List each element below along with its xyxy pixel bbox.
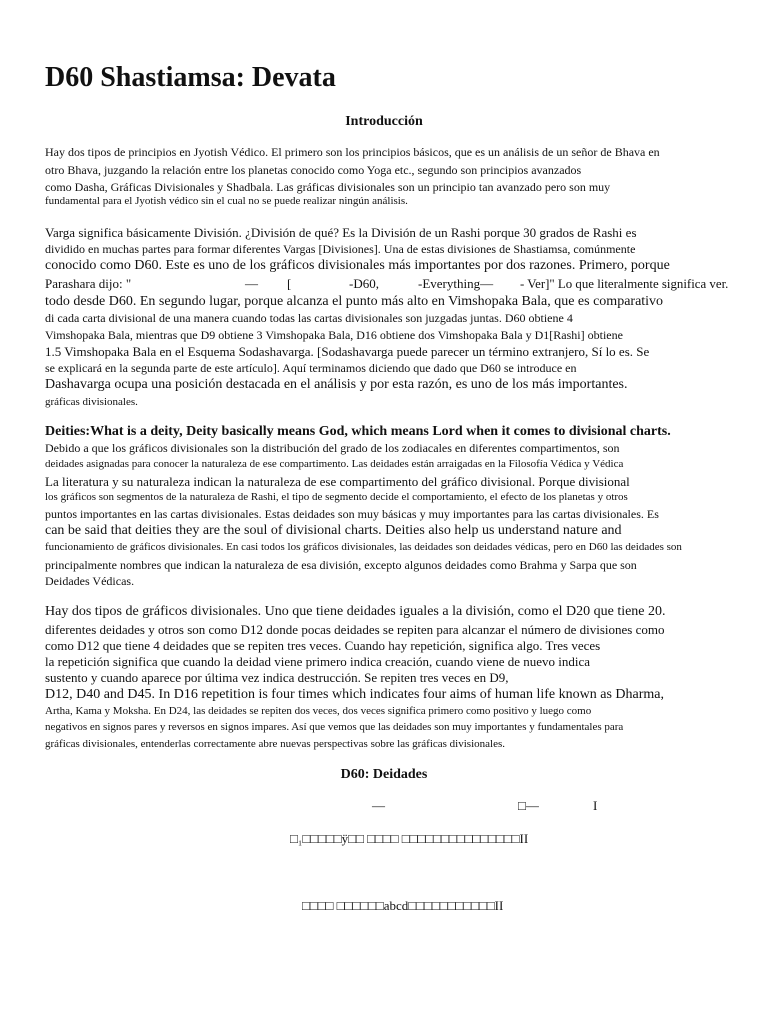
paragraph-2-line: todo desde D60. En segundo lugar, porque alcanza el punto más alto en Vimshopaka Bala, que es comparativo bbox=[45, 294, 664, 309]
paragraph-1-line: como Dasha, Gráficas Divisionales y Shadbala. Las gráficas divisionales son un principio tan avanzado pero son muy bbox=[45, 180, 611, 194]
paragraph-1-line: otro Bhava, juzgando la relación entre los planetas conocido como Yoga etc., segundo son principios avanzados bbox=[45, 163, 582, 177]
paragraph-1-line: fundamental para el Jyotish védico sin el cual no se puede realizar ningún análisis. bbox=[45, 195, 408, 207]
paragraph-4-line: Artha, Kama y Moksha. En D24, las deidades se repiten dos veces, dos veces significa primero como positivo y luego como bbox=[45, 705, 592, 717]
paragraph-4-line: la repetición significa que cuando la deidad viene primero indica creación, cuando viene de nuevo indica bbox=[45, 654, 591, 669]
paragraph-4-line: diferentes deidades y otros son como D12 donde pocas deidades se repiten para alcanzar el número de divisiones como bbox=[45, 622, 665, 637]
paragraph-3-line: puntos importantes en las cartas divisionales. Estas deidades son muy básicas y muy importantes para las cartas divisionales. Es bbox=[45, 507, 659, 521]
paragraph-2-line: Vimshopaka Bala, mientras que D9 obtiene 3 Vimshopaka Bala, D16 obtiene dos Vimshopaka Bala y D1[Rashi] obtiene bbox=[45, 328, 623, 342]
intro-heading: Introducción bbox=[345, 114, 423, 129]
paragraph-1-line: Hay dos tipos de principios en Jyotish Védico. El primero son los principios básicos, que es un análisis de un señor de Bhava en bbox=[45, 145, 660, 159]
paragraph-4-line: Hay dos tipos de gráficos divisionales. Uno que tiene deidades iguales a la división, como el D20 que tiene 20. bbox=[45, 604, 666, 619]
paragraph-4-line: sustento y cuando aparece por última vez indica destrucción. Se repiten tres veces en D9, bbox=[45, 670, 509, 685]
paragraph-2-line: dividido en muchas partes para formar diferentes Vargas [Divisiones]. Una de estas divisiones de Shastiamsa, comúnmente bbox=[45, 242, 636, 256]
paragraph-3-line: funcionamiento de gráficos divisionales. En casi todos los gráficos divisionales, las deidades son deidades védicas, pero en D60 las deidades son bbox=[45, 541, 682, 553]
parashara-d60: -D60, bbox=[349, 276, 379, 291]
garbled-line-3: □□□□ □□□□□□abcd□□□□□□□□□□□II bbox=[302, 898, 504, 913]
parashara-dash: — bbox=[245, 276, 258, 291]
garbled-dash-2: □— bbox=[518, 798, 539, 813]
paragraph-3-line: deidades asignadas para conocer la naturaleza de ese compartimento. Las deidades están arraigadas en la Filosofía Védica y Védica bbox=[45, 458, 624, 470]
paragraph-4-line: como D12 que tiene 4 deidades que se repiten tres veces. Cuando hay repetición, significa algo. Tres veces bbox=[45, 638, 601, 653]
paragraph-2-line: gráficas divisionales. bbox=[45, 396, 138, 408]
paragraph-4-line: gráficas divisionales, entenderlas correctamente abre nuevas perspectivas sobre las gráficas divisionales. bbox=[45, 738, 505, 750]
parashara-everything: -Everything— bbox=[418, 276, 494, 291]
page-title: D60 Shastiamsa: Devata bbox=[45, 62, 336, 93]
garbled-dash-1: — bbox=[372, 798, 385, 813]
paragraph-3-line: Deidades Védicas. bbox=[45, 574, 135, 588]
paragraph-3-line: Debido a que los gráficos divisionales son la distribución del grado de los zodiacales en diferentes compartimentos, son bbox=[45, 441, 620, 455]
paragraph-3-line: los gráficos son segmentos de la naturaleza de Rashi, el tipo de segmento decide el comportamiento, el efecto de los planetas y otros bbox=[45, 491, 628, 503]
garbled-bar: I bbox=[593, 798, 598, 813]
parashara-bracket: [ bbox=[287, 276, 292, 291]
paragraph-4-line: D12, D40 and D45. In D16 repetition is four times which indicates four aims of human life known as Dharma, bbox=[45, 687, 664, 702]
paragraph-4-line: negativos en signos pares y reversos en signos impares. Así que vemos que las deidades son muy importantes y fundamentales para bbox=[45, 721, 624, 733]
paragraph-2-line: Dashavarga ocupa una posición destacada en el análisis y por esta razón, es uno de los más importantes. bbox=[45, 377, 628, 392]
d60-heading: D60: Deidades bbox=[340, 767, 428, 782]
deities-heading: Deities:What is a deity, Deity basically means God, which means Lord when it comes to divisional charts. bbox=[45, 424, 671, 439]
parashara-quote-start: Parashara dijo: " bbox=[45, 276, 132, 291]
paragraph-2-line: se explicará en la segunda parte de este artículo]. Aquí terminamos diciendo que dado que D60 se introduce en bbox=[45, 361, 577, 375]
paragraph-3-line: La literatura y su naturaleza indican la naturaleza de ese compartimento del gráfico divisional. Porque divisional bbox=[45, 474, 630, 489]
paragraph-2-line: di cada carta divisional de una manera cuando todas las cartas divisionales son juzgadas juntas. D60 obtiene 4 bbox=[45, 311, 573, 325]
paragraph-3-line: principalmente nombres que indican la naturaleza de esa división, excepto algunos deidades como Brahma y Sarpa que son bbox=[45, 558, 637, 572]
garbled-line-2: □₁□□□□□ÿ□□ □□□□ □□□□□□□□□□□□□□□II bbox=[290, 831, 529, 846]
paragraph-2-line: conocido como D60. Este es uno de los gráficos divisionales más importantes por dos razones. Primero, porque bbox=[45, 258, 670, 273]
paragraph-2-line: Varga significa básicamente División. ¿División de qué? Es la División de un Rashi porque 30 grados de Rashi es bbox=[45, 225, 637, 240]
paragraph-2-line: 1.5 Vimshopaka Bala en el Esquema Sodashavarga. [Sodashavarga puede parecer un término extranjero, Sí lo es. Se bbox=[45, 344, 650, 359]
paragraph-3-line: can be said that deities they are the soul of divisional charts. Deities also help us understand nature and bbox=[45, 523, 622, 538]
parashara-ver: - Ver]" Lo que literalmente significa ver. bbox=[520, 276, 729, 291]
